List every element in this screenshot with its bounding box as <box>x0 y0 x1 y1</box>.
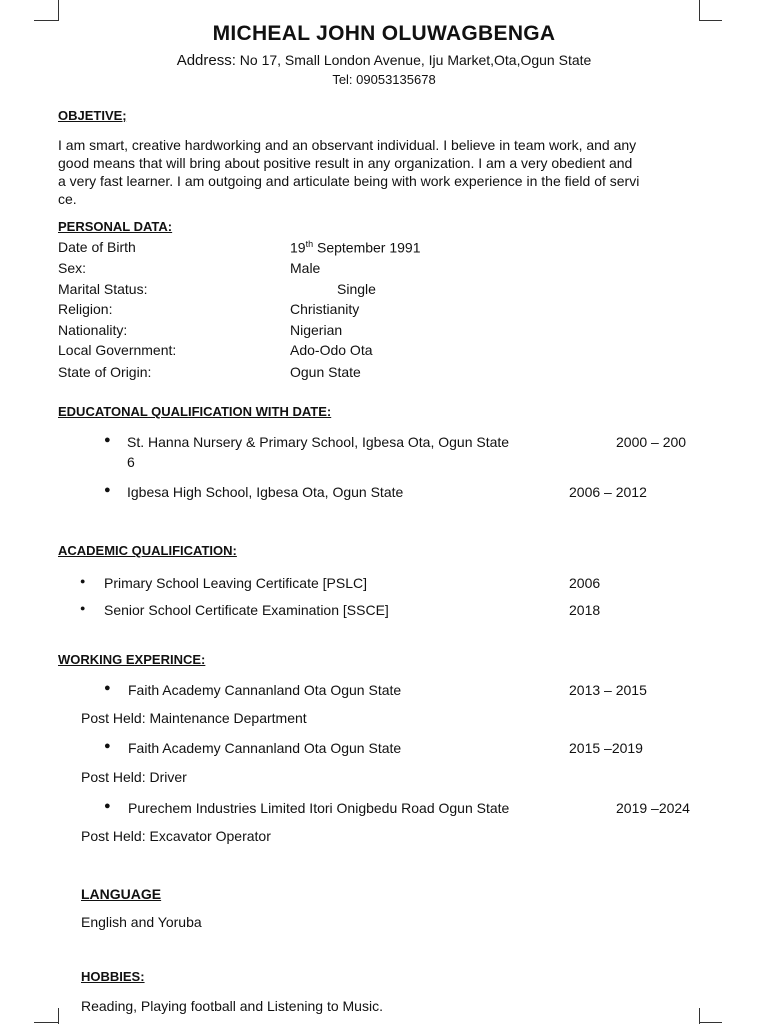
objective-line-1: I am smart, creative hardworking and an observant individual. I believe in team work, and any <box>58 137 637 153</box>
objective-line-3: a very fast learner. I am outgoing and articulate being with work experience in the field of servi <box>58 173 640 189</box>
crop-mark-top-right-h <box>699 20 722 21</box>
work-item-1-post: Post Held: Maintenance Department <box>81 710 307 726</box>
candidate-name: MICHEAL JOHN OLUWAGBENGA <box>212 22 556 45</box>
objective-line-2: good means that will bring about positive result in any organization. I am a very obedient and <box>58 155 633 171</box>
education-item-1-date-wrap: 6 <box>127 454 135 470</box>
dob-day: 19 <box>290 239 306 256</box>
education-item-1-date: 2000 – 200 <box>616 434 687 450</box>
bullet-icon: ● <box>104 682 111 694</box>
dob-ordinal: th <box>305 239 314 249</box>
local-government-label: Local Government: <box>58 342 177 358</box>
nationality-label: Nationality: <box>58 322 128 338</box>
academic-item-1-year: 2006 <box>569 575 601 591</box>
bullet-icon: ● <box>104 740 111 752</box>
academic-item-2-name: Senior School Certificate Examination [SSCE] <box>104 602 389 618</box>
crop-mark-top-left <box>58 0 59 20</box>
address-label: Address: <box>176 52 236 69</box>
marital-status-value: Single <box>337 281 376 297</box>
work-item-3-company: Purechem Industries Limited Itori Onigbedu Road Ogun State <box>128 800 510 816</box>
language-value: English and Yoruba <box>81 914 202 930</box>
bullet-icon: ● <box>80 603 86 613</box>
dob-value <box>290 239 421 256</box>
address-value: No 17, Small London Avenue, Iju Market,Ota,Ogun State <box>239 52 592 68</box>
dob-label: Date of Birth <box>58 239 136 255</box>
crop-mark-bottom-right-h <box>699 1022 722 1023</box>
work-item-2-post: Post Held: Driver <box>81 769 187 785</box>
personal-data-heading: PERSONAL DATA: <box>58 219 173 234</box>
work-item-3-post: Post Held: Excavator Operator <box>81 828 271 844</box>
nationality-value: Nigerian <box>290 322 343 338</box>
sex-value: Male <box>290 260 321 276</box>
bullet-icon: ● <box>80 576 86 586</box>
state-of-origin-value: Ogun State <box>290 364 361 380</box>
objective-line-4: ce. <box>58 191 77 207</box>
local-government-value: Ado-Odo Ota <box>290 342 373 358</box>
academic-heading: ACADEMIC QUALIFICATION: <box>58 543 237 558</box>
bullet-icon: ● <box>104 484 111 496</box>
hobbies-value: Reading, Playing football and Listening to Music. <box>81 998 383 1014</box>
bullet-icon: ● <box>104 800 111 812</box>
bullet-icon: ● <box>104 434 111 446</box>
academic-item-2-year: 2018 <box>569 602 601 618</box>
work-item-2-company: Faith Academy Cannanland Ota Ogun State <box>128 740 402 756</box>
work-heading: WORKING EXPERINCE: <box>58 652 206 667</box>
work-item-3-date: 2019 –2024 <box>616 800 690 816</box>
work-item-2-date: 2015 –2019 <box>569 740 643 756</box>
academic-item-1-name: Primary School Leaving Certificate [PSLC] <box>104 575 367 591</box>
dob-rest: September 1991 <box>313 239 421 256</box>
objective-heading: OBJETIVE; <box>58 108 127 123</box>
work-item-1-date: 2013 – 2015 <box>569 682 647 698</box>
objective-text <box>58 136 706 208</box>
language-heading: LANGUAGE <box>81 886 162 902</box>
marital-status-label: Marital Status: <box>58 281 148 297</box>
address-line <box>0 52 768 69</box>
hobbies-heading: HOBBIES: <box>81 969 145 984</box>
state-of-origin-label: State of Origin: <box>58 364 152 380</box>
sex-label: Sex: <box>58 260 87 276</box>
crop-mark-top-right <box>699 0 700 20</box>
crop-mark-bottom-left-h <box>34 1022 59 1023</box>
work-item-1-company: Faith Academy Cannanland Ota Ogun State <box>128 682 402 698</box>
crop-mark-top-left-h <box>34 20 59 21</box>
education-heading: EDUCATONAL QUALIFICATION WITH DATE: <box>58 404 332 419</box>
education-item-2-school: Igbesa High School, Igbesa Ota, Ogun State <box>127 484 404 500</box>
education-item-1-school: St. Hanna Nursery & Primary School, Igbesa Ota, Ogun State <box>127 434 510 450</box>
education-item-2-date: 2006 – 2012 <box>569 484 647 500</box>
religion-value: Christianity <box>290 301 360 317</box>
telephone: Tel: 09053135678 <box>332 72 436 87</box>
religion-label: Religion: <box>58 301 113 317</box>
